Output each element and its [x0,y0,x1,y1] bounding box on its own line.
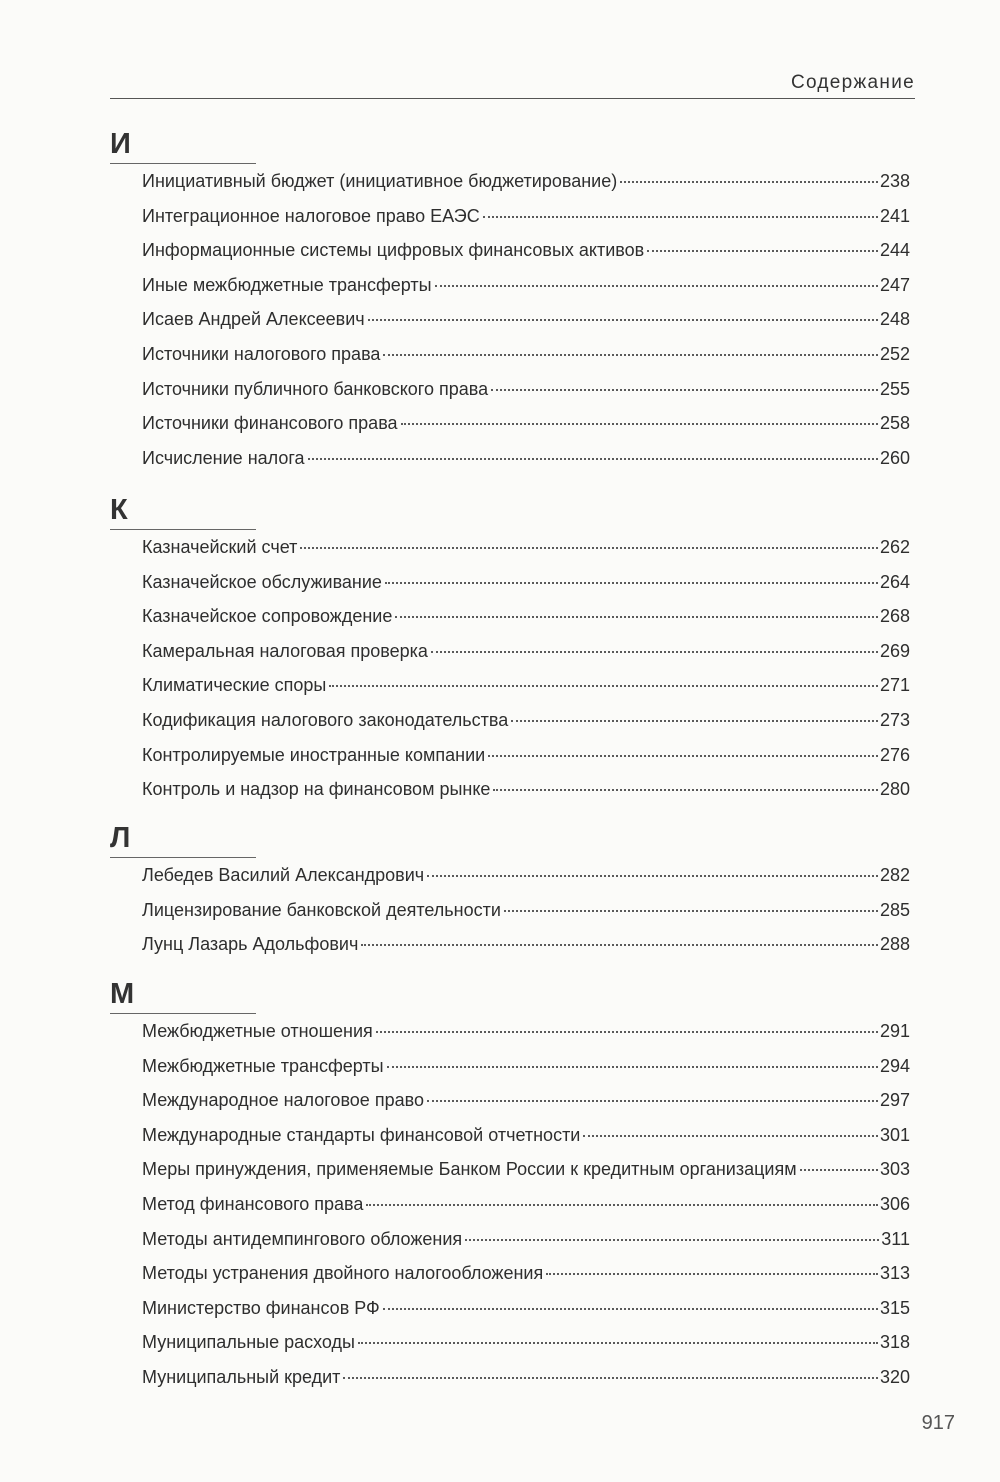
entry-page-number: 268 [879,606,910,627]
index-section [110,128,910,482]
toc-entry[interactable] [110,641,910,676]
toc-entry[interactable] [110,1263,910,1298]
dot-leader [385,582,878,584]
entry-page-number: 271 [879,675,910,696]
entry-page-number: 297 [879,1090,910,1111]
toc-entry[interactable] [110,675,910,710]
entry-page-number: 269 [879,640,910,661]
entry-title: Лицензирование банковской деятельности [142,899,501,920]
dot-leader [427,1100,878,1102]
entry-page-number: 285 [879,899,910,920]
entry-title: Международные стандарты финансовой отчетности [142,1124,581,1145]
dot-leader [308,458,878,460]
running-title: Содержание [790,72,915,93]
section-letter: К [110,494,256,530]
entry-title: Исаев Андрей Алексеевич [142,309,365,330]
section-letter: Л [110,822,256,858]
toc-entry[interactable] [110,606,910,641]
entry-list [110,865,910,969]
entry-page-number: 258 [879,413,910,434]
toc-entry[interactable] [110,900,910,935]
entry-page-number: 241 [879,205,910,226]
toc-entry[interactable] [110,344,910,379]
entry-page-number: 311 [881,1228,910,1249]
entry-page-number: 291 [879,1021,910,1041]
toc-entry[interactable] [110,934,910,969]
toc-entry[interactable] [110,572,910,607]
entry-page-number: 248 [879,309,910,330]
toc-entry[interactable] [110,171,910,206]
entry-page-number: 260 [879,447,910,468]
entry-page-number: 313 [879,1263,910,1284]
toc-entry[interactable] [110,1090,910,1125]
toc-entry[interactable] [110,779,910,814]
dot-leader [383,1308,878,1310]
toc-entry[interactable] [110,1194,910,1229]
entry-title: Межбюджетные отношения [142,1021,373,1041]
section-letter: И [110,128,256,164]
toc-entry[interactable] [110,240,910,275]
entry-title: Источники финансового права [142,413,398,434]
entry-title: Муниципальный кредит [142,1366,341,1387]
dot-leader [491,389,878,391]
dot-leader [383,354,878,356]
dot-leader [583,1135,878,1137]
entry-title: Контролируемые иностранные компании [142,744,486,765]
entry-title: Лебедев Василий Александрович [142,865,425,885]
entry-page-number: 238 [879,171,910,191]
entry-page-number: 294 [879,1055,910,1076]
entry-title: Кодификация налогового законодательства [142,709,509,730]
section-letter: М [110,978,256,1014]
dot-leader [427,875,878,877]
entry-title: Контроль и надзор на финансовом рынке [142,779,491,800]
header-rule [110,98,915,99]
entry-page-number: 273 [879,709,910,730]
entry-title: Климатические споры [142,675,327,696]
dot-leader [300,547,878,549]
entry-title: Методы устранения двойного налогообложения [142,1263,544,1284]
toc-entry[interactable] [110,1125,910,1160]
dot-leader [358,1342,878,1344]
dot-leader [376,1031,878,1033]
entry-page-number: 280 [879,779,910,800]
dot-leader [435,285,878,287]
toc-entry[interactable] [110,1021,910,1056]
entry-title: Камеральная налоговая проверка [142,640,428,661]
toc-entry[interactable] [110,309,910,344]
dot-leader [368,319,878,321]
index-section [110,494,910,814]
entry-page-number: 306 [879,1193,910,1214]
entry-title: Международное налоговое право [142,1090,424,1111]
toc-entry[interactable] [110,1367,910,1402]
entry-page-number: 264 [879,571,910,592]
entry-list [110,171,910,482]
entry-title: Метод финансового права [142,1193,364,1214]
dot-leader [401,423,878,425]
dot-leader [483,216,878,218]
toc-entry[interactable] [110,1332,910,1367]
dot-leader [387,1066,878,1068]
dot-leader [511,720,878,722]
page-number: 917 [921,1412,955,1434]
entry-title: Казначейское обслуживание [142,571,382,592]
toc-entry[interactable] [110,865,910,900]
index-section [110,822,910,969]
entry-page-number: 255 [879,378,910,399]
entry-page-number: 262 [879,537,910,557]
entry-title: Методы антидемпингового обложения [142,1228,463,1249]
dot-leader [465,1239,879,1241]
entry-title: Министерство финансов РФ [142,1297,380,1318]
entry-page-number: 276 [879,744,910,765]
toc-entry[interactable] [110,275,910,310]
entry-title: Иные межбюджетные трансферты [142,274,432,295]
toc-entry[interactable] [110,379,910,414]
dot-leader [395,616,878,618]
entry-page-number: 301 [879,1124,910,1145]
toc-entry[interactable] [110,710,910,745]
dot-leader [488,755,878,757]
entry-page-number: 252 [879,343,910,364]
toc-entry[interactable] [110,537,910,572]
toc-entry[interactable] [110,1229,910,1264]
entry-title: Межбюджетные трансферты [142,1055,384,1076]
toc-entry[interactable] [110,413,910,448]
entry-list [110,1021,910,1402]
entry-title: Лунц Лазарь Адольфович [142,934,359,955]
entry-title: Инициативный бюджет (инициативное бюджетирование) [142,171,618,191]
entry-page-number: 244 [879,240,910,261]
dot-leader [546,1273,878,1275]
dot-leader [493,789,878,791]
dot-leader [329,685,878,687]
entry-title: Казначейское сопровождение [142,606,393,627]
dot-leader [366,1204,878,1206]
toc-entry[interactable] [110,448,910,483]
entry-title: Исчисление налога [142,447,305,468]
entry-page-number: 320 [879,1366,910,1387]
entry-title: Информационные системы цифровых финансовых активов [142,240,645,261]
toc-entry[interactable] [110,745,910,780]
dot-leader [343,1377,878,1379]
toc-entry[interactable] [110,1298,910,1333]
entry-list [110,537,910,814]
toc-entry[interactable] [110,1056,910,1091]
entry-page-number: 315 [879,1297,910,1318]
dot-leader [800,1169,878,1171]
toc-entry[interactable] [110,1159,910,1194]
dot-leader [504,910,878,912]
entry-title: Интеграционное налоговое право ЕАЭС [142,205,480,226]
entry-title: Меры принуждения, применяемые Банком России к кредитным организациям [142,1159,797,1180]
dot-leader [361,944,878,946]
entry-page-number: 288 [879,934,910,955]
entry-page-number: 247 [879,274,910,295]
entry-title: Источники публичного банковского права [142,378,489,399]
entry-title: Источники налогового права [142,343,381,364]
entry-page-number: 282 [879,865,910,885]
dot-leader [620,181,878,183]
entry-page-number: 303 [879,1159,910,1180]
index-section [110,978,910,1402]
entry-title: Муниципальные расходы [142,1332,355,1353]
dot-leader [431,651,878,653]
entry-title: Казначейский счет [142,537,298,557]
dot-leader [647,250,878,252]
toc-entry[interactable] [110,206,910,241]
entry-page-number: 318 [879,1332,910,1353]
